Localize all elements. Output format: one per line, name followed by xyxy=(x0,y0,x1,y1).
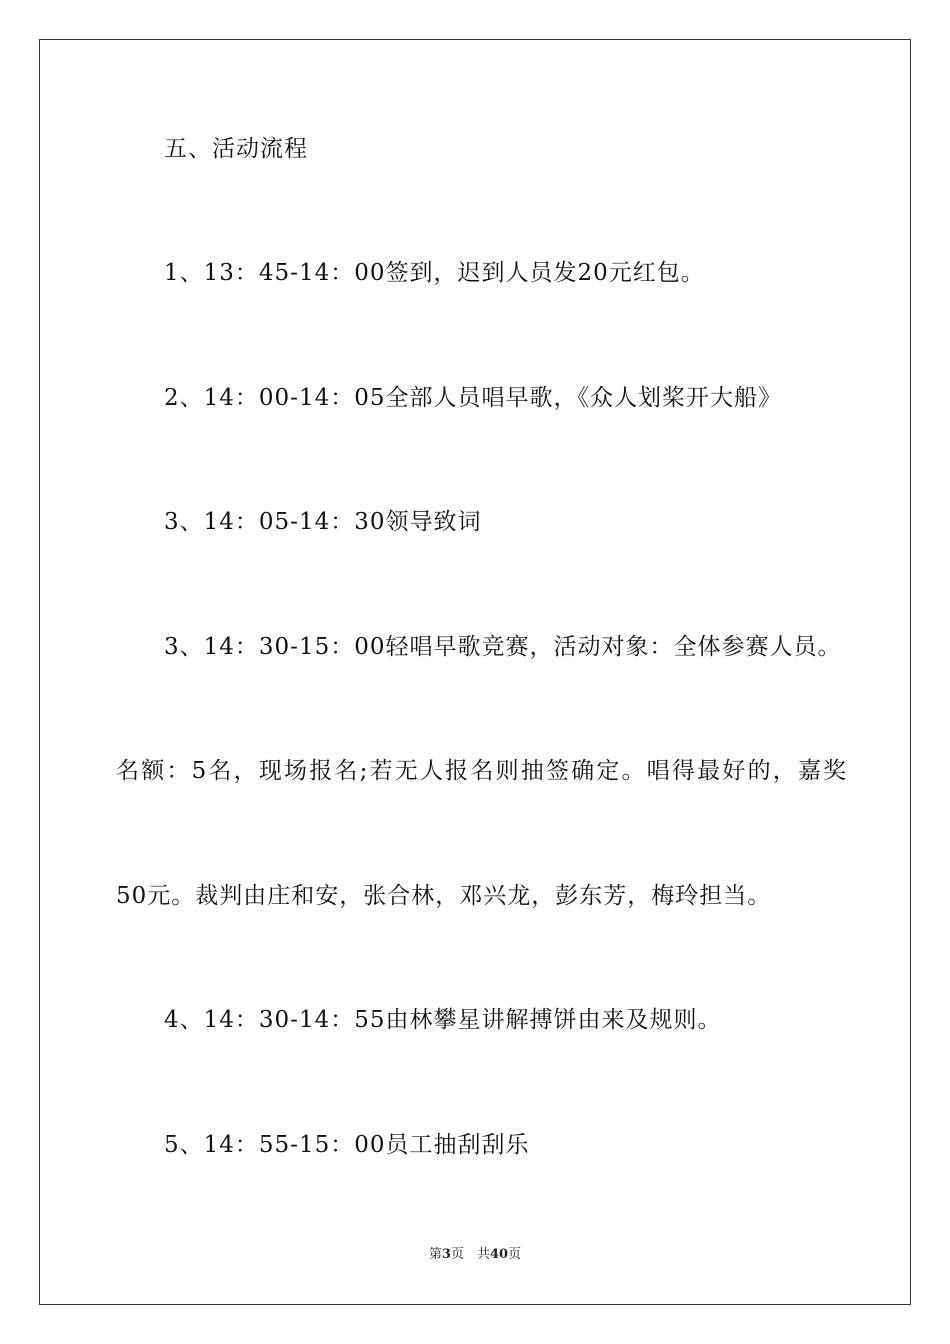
schedule-item-continuation: 50元。裁判由庄和安，张合林，邓兴龙，彭东芳，梅玲担当。 xyxy=(116,883,772,909)
total-page-count: 40 xyxy=(489,1247,509,1262)
schedule-item: 3、14：05-14：30领导致词 xyxy=(164,509,482,535)
footer-prefix: 第 xyxy=(428,1247,442,1262)
schedule-item: 5、14：55-15：00员工抽刮刮乐 xyxy=(164,1132,530,1158)
schedule-item-continuation: 名额：5名，现场报名;若无人报名则抽签确定。唱得最好的，嘉奖 xyxy=(116,758,849,784)
footer-mid: 页 共 xyxy=(450,1247,490,1262)
current-page-number: 3 xyxy=(441,1247,451,1262)
footer-suffix: 页 xyxy=(508,1247,522,1262)
schedule-item: 3、14：30-15：00轻唱早歌竞赛，活动对象：全体参赛人员。 xyxy=(164,634,842,660)
page-border xyxy=(39,39,911,1305)
schedule-item: 1、13：45-14：00签到，迟到人员发20元红包。 xyxy=(164,260,705,286)
page-footer xyxy=(0,1246,950,1264)
schedule-item: 2、14：00-14：05全部人员唱早歌，《众人划桨开大船》 xyxy=(164,385,782,411)
section-heading: 五、活动流程 xyxy=(164,136,308,162)
schedule-item: 4、14：30-14：55由林攀星讲解搏饼由来及规则。 xyxy=(164,1007,722,1033)
